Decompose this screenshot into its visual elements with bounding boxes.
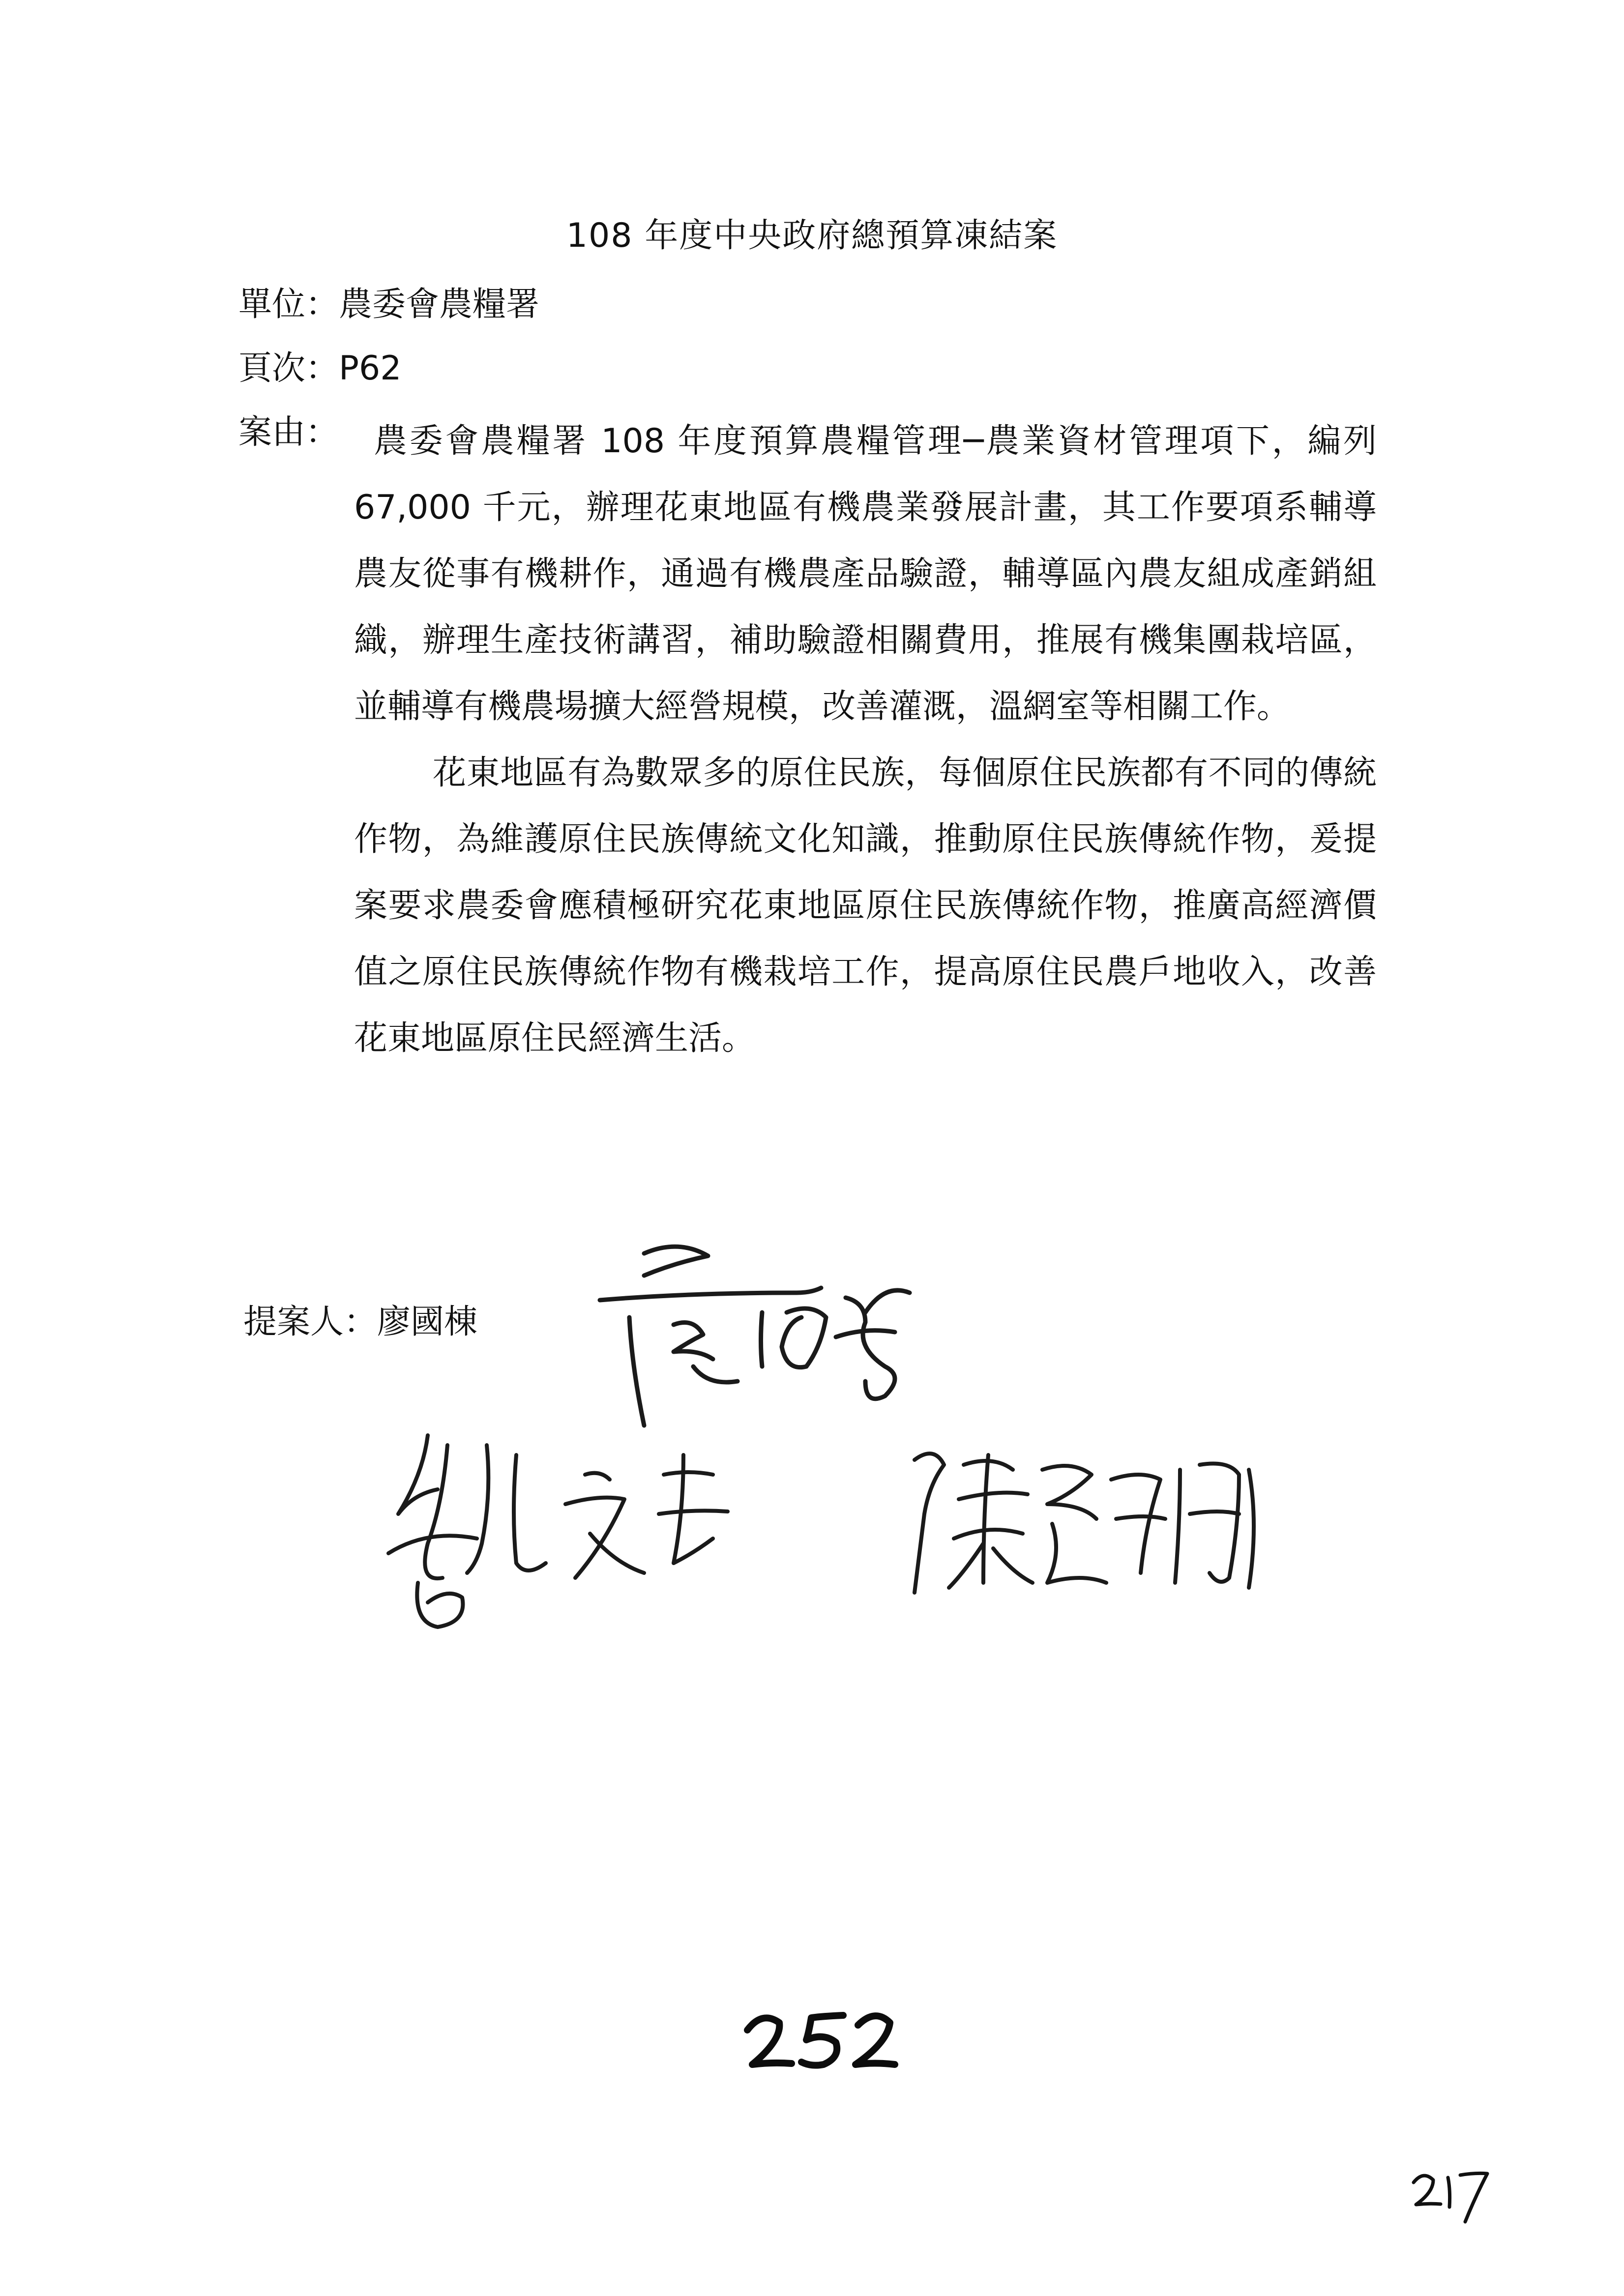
document-title: 108 年度中央政府總預算凍結案 <box>566 216 1058 255</box>
reason-paragraph-2: 花東地區有為數眾多的原住民族，每個原住民族都有不同的傳統作物，為維護原住民族傳統文化知識，推動原住民族傳統作物，爰提案要求農委會應積極研究花東地區原住民族傳統作物，推廣高經濟價值之原住民族傳統作物有機栽培工作，提高原住民農戶地收入，改善花東地區原住民經濟生活。 <box>354 754 1377 1058</box>
reason-paragraph-1: 農委會農糧署 108 年度預算農糧管理─農業資材管理項下，編列 67,000 千元，辦理花東地區有機農業發展計畫，其工作要項系輔導農友從事有機耕作，通過有機農產品驗證，輔導區內農友組成產銷組織，辦理生產技術講習，補助驗證相關費用，推展有機集團栽培區，並輔導有機農場擴大經營規模，改善灌溉，溫網室等相關工作。 <box>354 422 1377 726</box>
unit-field <box>238 280 539 329</box>
page-field <box>238 344 402 393</box>
signature-1 <box>590 1219 944 1445</box>
unit-label: 單位： <box>238 285 339 324</box>
reason-body <box>354 408 1377 1072</box>
signature-3 <box>885 1425 1278 1632</box>
reason-label: 案由： <box>238 413 339 452</box>
proposer-name: 廖國棟 <box>377 1303 478 1341</box>
page-value: P62 <box>339 349 402 388</box>
unit-value: 農委會農糧署 <box>339 285 540 324</box>
handwritten-corner-number <box>1406 2163 1495 2229</box>
signature-2 <box>369 1416 811 1661</box>
proposer-label: 提案人： <box>243 1303 378 1341</box>
page-label: 頁次： <box>238 349 339 388</box>
handwritten-page-number <box>738 2005 900 2081</box>
proposer-field <box>243 1298 477 1347</box>
